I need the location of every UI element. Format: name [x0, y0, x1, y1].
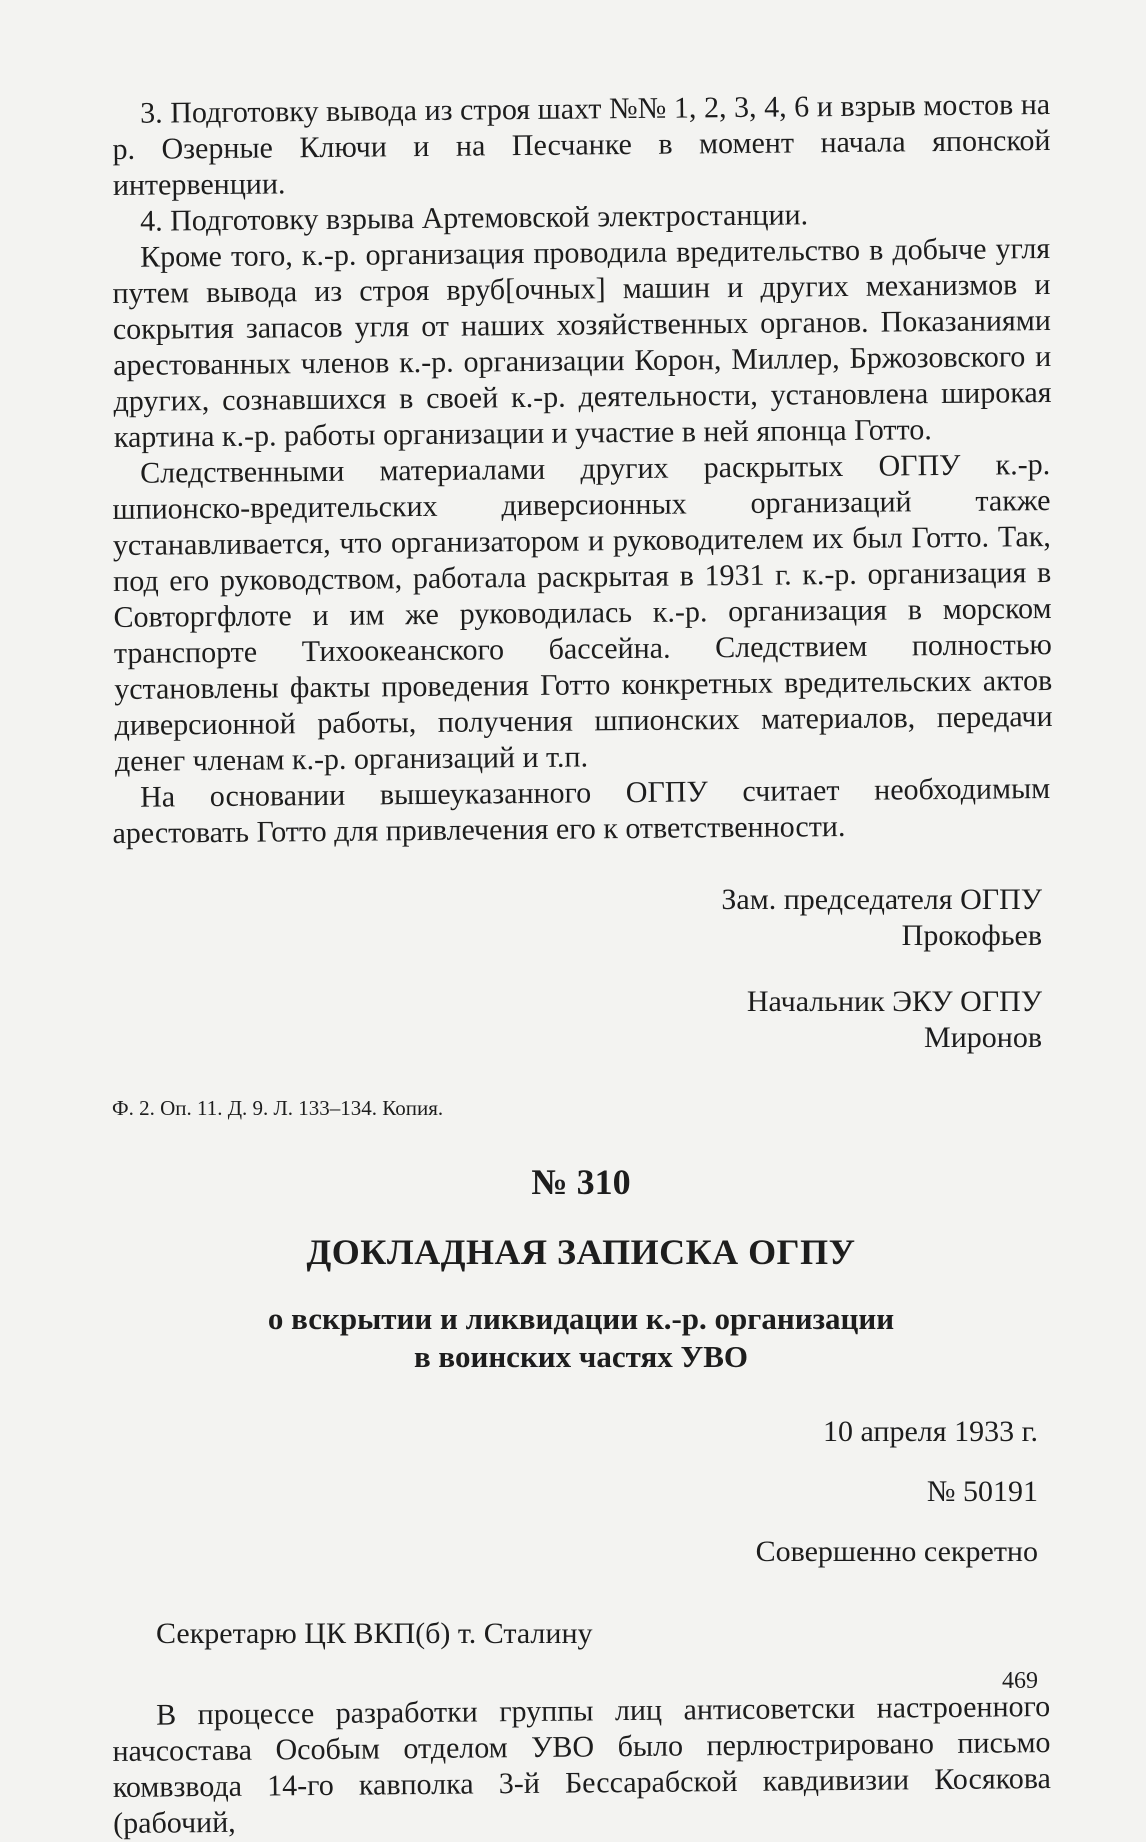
page-number: 469 [1002, 1668, 1038, 1694]
document-number: № 310 [531, 1162, 631, 1202]
text-block [112, 87, 1053, 852]
document-date: 10 апреля 1933 г. [823, 1415, 1038, 1448]
document-subtitle [112, 1300, 1050, 1376]
signature-name: Миронов [924, 1021, 1042, 1054]
paragraph: Следственными материалами других раскрытых ОГПУ к.-р. шпионско-вредительских диверсионных организаций также устанавливается, что организатором и руководителем их был Готто. Так, под его руководством, работала раскрытая в 1931 г. к.-р. организация в Совторгфлоте и им же руководилась к.-р. организация в морском транспорте Тихоокеанского бассейна. Следствием полностью установлены факты проведения Готто конкретных вредительских актов диверсионной работы, получения шпионских материалов, передачи денег членам к.-р. организаций и т.п. [112, 447, 1053, 778]
signature-block [112, 882, 1050, 1056]
signature-title: Начальник ЭКУ ОГПУ [746, 985, 1042, 1018]
paragraph: На основании вышеуказанного ОГПУ считает необходимым арестовать Готто для привлечения его к ответственности. [112, 771, 1051, 850]
document-title: ДОКЛАДНАЯ ЗАПИСКА ОГПУ [306, 1232, 856, 1272]
addressee: Секретарю ЦК ВКП(б) т. Сталину [156, 1617, 593, 1650]
paragraph: 3. Подготовку вывода из строя шахт №№ 1, 2, 3, 4, 6 и взрыв мостов на р. Озерные Ключи и на Песчанке в момент начала японской интервенции. [112, 87, 1051, 202]
paragraph: 4. Подготовку взрыва Артемовской электростанции. [140, 198, 809, 238]
subtitle-line: в воинских частях УВО [413, 1339, 749, 1374]
paragraph: Кроме того, к.-р. организация проводила вредительство в добыче угля путем вывода из строя вруб[очных] машин и других механизмов и сокрытия запасов угля от наших хозяйственных органов. Показаниями арестованных членов к.-р. организации Корон, Миллер, Бржозовского и других, сознавшихся в своей к.-р. деятельности, установлена широкая картина к.-р. работы организации и участие в ней японца Готто. [112, 231, 1052, 454]
signature-title: Зам. председателя ОГПУ [721, 883, 1042, 916]
registration-number: № 50191 [926, 1475, 1038, 1508]
archive-reference: Ф. 2. Оп. 11. Д. 9. Л. 133–134. Копия. [112, 1096, 444, 1120]
classification: Совершенно секретно [755, 1535, 1038, 1568]
document-body [112, 1689, 1051, 1842]
document-meta [112, 1414, 1050, 1570]
subtitle-line: о вскрытии и ликвидации к.-р. организации [267, 1301, 895, 1336]
signature-name: Прокофьев [901, 919, 1042, 952]
paragraph: В процессе разработки группы лиц антисоветски настроенного начсостава Особым отделом УВО было перлюстрировано письмо комвзвода 14-го кавполка 3-й Бессарабской кавдивизии Косякова (рабочий, [112, 1689, 1051, 1840]
